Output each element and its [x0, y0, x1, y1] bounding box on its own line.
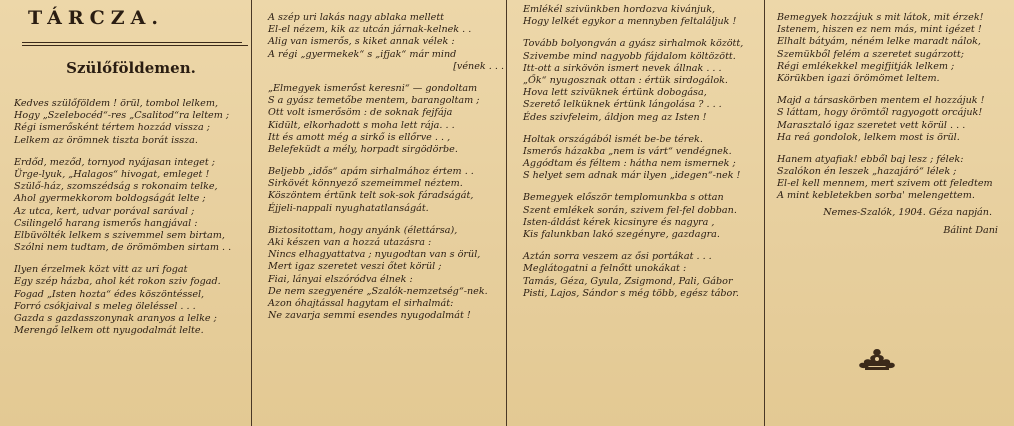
poem-line: El-el kell mennem, mert szivem ott feledtem — [777, 178, 993, 190]
poem-line: Szemükből felém a szeretet sugárzott; — [777, 48, 964, 60]
poem-line: Az utca, kert, udvar porával sarával ; — [14, 205, 195, 217]
column-2-text — [268, 12, 504, 322]
poem-line: Aggódtam és féltem : hátha nem ismernek ; — [523, 158, 736, 170]
column-3 — [511, 0, 761, 426]
poem-line: Kis falunkban lakó szegényre, gazdagra. — [523, 229, 720, 240]
column-4-text — [777, 12, 1014, 203]
ornament-icon — [855, 346, 899, 372]
poem-line: Hogy „Szelebocéd“-res „Csalitod“ra leltem ; — [14, 110, 230, 122]
poem-line: A régi „gyermekek“ s „ifjak“ már mind — [268, 48, 457, 60]
poem-line: Belefeküdt a mély, horpadt sirgödörbe. — [268, 143, 458, 155]
masthead-rule-thin — [22, 45, 248, 46]
masthead: TÁRCZA. — [28, 7, 164, 29]
poem-line: Marasztaló igaz szeretet vett körül . . . — [777, 119, 966, 131]
poem-line: Ürge-lyuk, „Halagos“ hivogat, emleget ! — [14, 168, 210, 180]
poem-line: Bemegyek hozzájuk s mit látok, mit érzek! — [777, 12, 984, 23]
column-divider — [506, 0, 507, 426]
poem-line: Régi ismerősként tértem hozzád vissza ; — [14, 122, 210, 134]
poem-line: Éjjeli-nappali nyughatatlanságát. — [268, 202, 429, 214]
poem-line: S helyet sem adnak már ilyen „idegen“-nek ! — [523, 170, 741, 182]
poem-line: Meglátogatni a felnőtt unokákat : — [523, 263, 687, 275]
poem-line: Hogy lelkét egykor a mennyben feltaláljuk ! — [523, 16, 737, 28]
column-2 — [256, 0, 504, 426]
poem-line: A mint kebletekben sorba' melengettem. — [777, 190, 975, 202]
poem-line: Forró csókjaival s meleg öleléssel . . . — [14, 300, 196, 312]
poem-line: Csilingelő harang ismerős hangjával : — [14, 217, 198, 229]
poem-line: Lelkem az örömnek tiszta borát issza. — [14, 134, 198, 146]
poem-line: Elbüvölték lelkem s szivemmel sem birtam, — [14, 229, 225, 241]
poem-line: Emlékél szivünkben hordozva kivánjuk, — [523, 4, 716, 15]
poem-line: Hova lett szivüknek értünk dobogása, — [523, 87, 707, 99]
poem-line: S a gyász temetőbe mentem, barangoltam ; — [268, 95, 480, 107]
poem-line: Gazda s gazdasszonynak aranyos a lelke ; — [14, 313, 217, 324]
poem-line: Szülő-ház, szomszédság s rokonaim telke, — [14, 181, 218, 193]
column-1 — [8, 0, 248, 426]
poem-line: Ha reá gondolok, lelkem most is örül. — [777, 131, 960, 143]
poem-line: Köszöntem értünk telt sok-sok fáradságát, — [268, 190, 474, 202]
poem-line: Hanem atyafiak! ebből baj lesz ; félek: — [777, 153, 964, 165]
poem-line: Erdőd, meződ, tornyod nyájasan integet ; — [14, 156, 215, 168]
poem-line: De nem szegyenére „Szalók-nemzetség“-nek. — [268, 285, 488, 297]
poem-line: Nincs elhagyattatva ; nyugodtan van s örül, — [268, 249, 481, 261]
poem-line: Ahol gyermekkorom boldogságát lelte ; — [14, 193, 206, 205]
poem-line: Tovább bolyongván a gyász sirhalmok között, — [523, 38, 744, 50]
poem-line: Alig van ismerős, s kiket annak vélek : — [268, 36, 455, 48]
poem-line: Fiai, lányai elszóródva élnek : — [268, 273, 413, 285]
poem-line: Ott volt ismerősöm : de soknak fejfája — [268, 107, 453, 119]
poem-line: A szép uri lakás nagy ablaka mellett — [268, 12, 445, 23]
poem-line: Ne zavarja semmi esendes nyugodalmát ! — [268, 310, 471, 322]
poem-line: Kidült, elkorhadott s moha lett rája. . . — [268, 119, 455, 131]
poem-line: Itt és amott még a sirkő is ellőrve . . , — [268, 131, 451, 143]
poem-line: Beljebb „idős“ apám sirhalmához értem . . — [268, 166, 474, 178]
poem-line: S láttam, hogy örömtől ragyogott orcájuk! — [777, 107, 983, 119]
poem-line: Pisti, Lajos, Sándor s még több, egész tábor. — [523, 287, 739, 299]
poem-line: Tamás, Géza, Gyula, Zsigmond, Pali, Gábor — [523, 275, 733, 287]
poem-line: Aztán sorra veszem az ősi portákat . . . — [523, 251, 712, 263]
poem-line: Isten-áldást kérek kicsinyre és nagyra , — [523, 216, 715, 228]
column-divider — [251, 0, 252, 426]
poem-line: Sirkövét könnyező szemeimmel néztem. — [268, 178, 463, 190]
poem-line: „Elmegyek ismerőst keresni“ — gondoltam — [268, 82, 478, 94]
poem-line: Szólni nem tudtam, de örömömben sirtam . . — [14, 242, 232, 254]
dateline: Nemes-Szalók, 1904. Géza napján. — [823, 206, 992, 218]
poem-line: Szalókon én leszek „hazajáró“ lélek ; — [777, 166, 957, 178]
masthead-rule — [22, 42, 242, 43]
poem-line: Körükben igazi örömömet leltem. — [777, 72, 940, 84]
poem-line: Aki készen van a hozzá utazásra : — [268, 237, 432, 248]
poem-line: Mert igaz szeretet veszi őtet körül ; — [268, 261, 442, 273]
poem-line: Ilyen érzelmek közt vitt az uri fogat — [14, 264, 188, 276]
poem-line: Szivembe mind nagyobb fájdalom költözött. — [523, 50, 736, 62]
poem-line: Régi emlékekkel megifjitják lelkem ; — [777, 60, 955, 72]
poem-line: [vének . . . — [453, 60, 504, 72]
poem-line: Egy szép házba, ahol két rokon sziv fogad. — [14, 276, 221, 288]
poem-line: Itt-ott a sirkövön ismert nevek állnak . . . — [523, 62, 722, 74]
poem-line: Merengő lelkem ott nyugodalmát lelte. — [14, 325, 204, 337]
poem-line: Szerető lelküknek értünk lángolása ? . . . — [523, 99, 722, 111]
signature: Bálint Dani — [943, 224, 998, 236]
poem-line: Fogad „Isten hozta“ édes köszöntéssel, — [14, 288, 205, 300]
column-divider — [764, 0, 765, 426]
poem-line: „Ők“ nyugosznak ottan : értük sirdogálok. — [523, 74, 728, 86]
poem-line: Majd a társaskörben mentem el hozzájuk ! — [777, 95, 985, 107]
poem-line: Biztositottam, hogy anyánk (élettársa), — [268, 224, 458, 236]
poem-line: Elhalt bátyám, néném lelke maradt nálok, — [777, 36, 981, 48]
poem-line: Bemegyek először templomunkba s ottan — [523, 192, 724, 204]
poem-line: Kedves szülőföldem ! örül, tombol lelkem, — [14, 98, 218, 109]
poem-line: Istenem, hiszen ez nem más, mint igézet ! — [777, 24, 982, 36]
column-1-text — [14, 98, 248, 337]
poem-title: Szülőföldemen. — [66, 59, 196, 77]
poem-line: Ismerős házakba „nem is várt“ vendégnek. — [523, 145, 732, 157]
column-3-text — [523, 4, 761, 300]
poem-line: Szent emlékek során, szivem fel-fel dobban. — [523, 204, 737, 216]
poem-line: El-el nézem, kik az utcán járnak-kelnek . . — [268, 24, 472, 36]
poem-line: Azon óhajtással hagytam el sirhalmát: — [268, 297, 454, 309]
poem-line: Édes szivfeleim, áldjon meg az Isten ! — [523, 111, 707, 123]
poem-line: Holtak országából ismét be-be térek. — [523, 133, 703, 145]
